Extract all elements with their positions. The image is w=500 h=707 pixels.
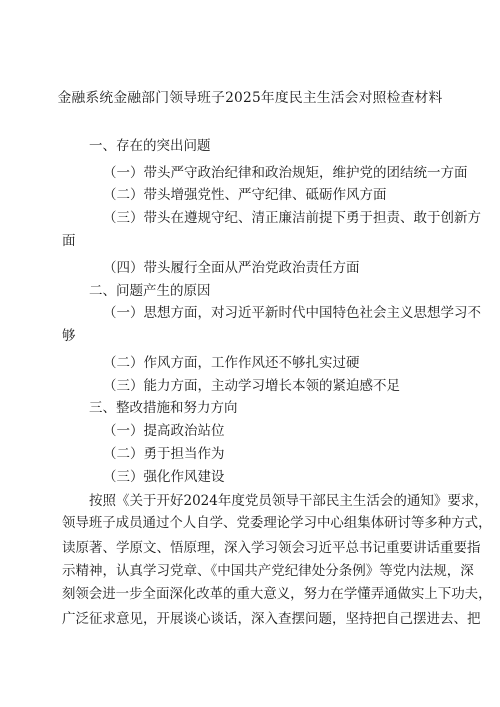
- subsection-3-1: （一）提高政治站位: [103, 423, 225, 439]
- subsection-2-1: （一）思想方面，对习近平新时代中国特色社会主义思想学习不: [103, 305, 481, 321]
- subsection-3-3: （三）强化作风建设: [103, 469, 225, 485]
- subsection-1-3-continued: 面: [62, 233, 76, 249]
- body-paragraph-line: 刻领会进一步全面深化改革的重大意义，努力在学懂弄通做实上下功夫，: [62, 587, 492, 602]
- subsection-2-1-continued: 够: [62, 328, 76, 344]
- subsection-1-1: （一）带头严守政治纪律和政治规矩，维护党的团结统一方面: [103, 165, 468, 181]
- subsection-1-2: （二）带头增强党性、严守纪律、砥砺作风方面: [103, 187, 387, 203]
- body-paragraph-line: 领导班子成员通过个人自学、党委理论学习中心组集体研讨等多种方式，: [62, 516, 492, 531]
- subsection-1-3: （三）带头在遵规守纪、清正廉洁前提下勇于担责、敢于创新方: [103, 210, 481, 226]
- section-heading-3: 三、整改措施和努力方向: [89, 400, 238, 416]
- document-title: 金融系统金融部门领导班子2025年度民主生活会对照检查材料: [57, 90, 443, 106]
- subsection-2-3: （三）能力方面，主动学习增长本领的紧迫感不足: [103, 378, 400, 394]
- body-paragraph-line: 广泛征求意见，开展谈心谈话，深入查摆问题，坚持把自己摆进去、把: [62, 611, 481, 627]
- section-heading-1: 一、存在的突出问题: [89, 138, 211, 154]
- body-paragraph-line: 读原著、学原文、悟原理，深入学习领会习近平总书记重要讲话重要指: [62, 540, 481, 556]
- section-heading-2: 二、问题产生的原因: [89, 283, 211, 299]
- body-paragraph-line: 示精神，认真学习党章、《中国共产党纪律处分条例》等党内法规，深: [62, 563, 474, 579]
- subsection-2-2: （二）作风方面，工作作风还不够扎实过硬: [103, 355, 360, 371]
- subsection-1-4: （四）带头履行全面从严治党政治责任方面: [103, 260, 360, 276]
- subsection-3-2: （二）勇于担当作为: [103, 446, 225, 462]
- body-paragraph-line: 按照《关于开好2024年度党员领导干部民主生活会的通知》要求，: [89, 493, 488, 509]
